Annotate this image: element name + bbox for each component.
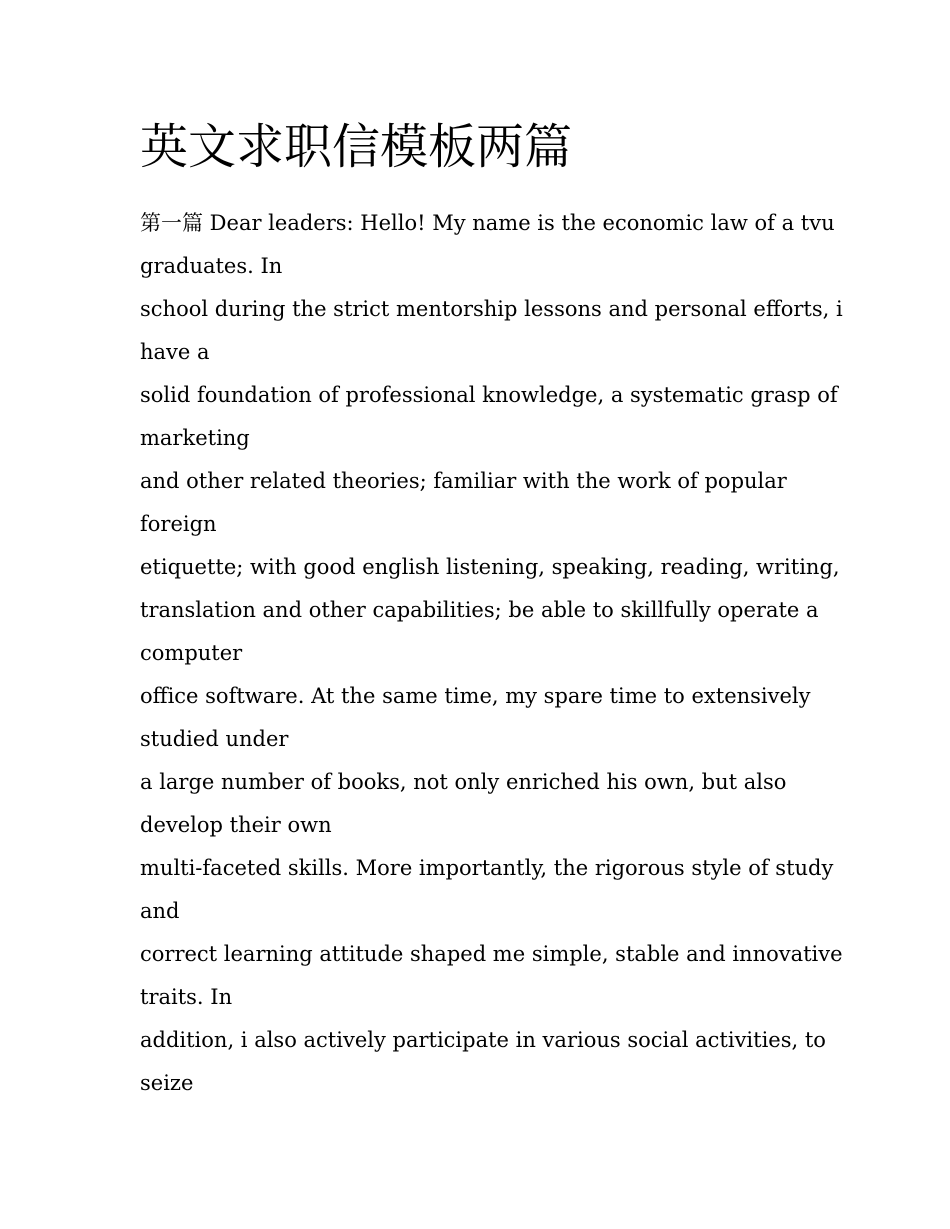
body-line: traits. In [140,985,233,1009]
body-line: addition, i also actively participate in various social activities, to [140,1028,826,1052]
body-line: solid foundation of professional knowledge, a systematic grasp of [140,383,838,407]
document-title: 英文求职信模板两篇 [140,119,573,175]
body-line: have a [140,340,210,364]
body-line: translation and other capabilities; be able to skillfully operate a [140,598,819,622]
body-line: marketing [140,426,250,450]
body-line: develop their own [140,813,332,837]
body-line: office software. At the same time, my spare time to extensively [140,684,811,708]
body-line: seize [140,1071,194,1095]
body-line: correct learning attitude shaped me simple, stable and innovative [140,942,843,966]
body-line: 第一篇 Dear leaders: Hello! My name is the economic law of a tvu [140,211,835,235]
body-line: foreign [140,512,217,536]
body-line: computer [140,641,243,665]
body-line: a large number of books, not only enriched his own, but also [140,770,787,794]
body-line: multi-faceted skills. More importantly, the rigorous style of study [140,856,834,880]
body-line: and [140,899,180,923]
body-line: and other related theories; familiar with the work of popular [140,469,787,493]
body-line: etiquette; with good english listening, speaking, reading, writing, [140,555,840,579]
body-line: graduates. In [140,254,283,278]
document-body [140,202,843,1105]
body-line: studied under [140,727,289,751]
body-line: school during the strict mentorship lessons and personal efforts, i [140,297,843,321]
